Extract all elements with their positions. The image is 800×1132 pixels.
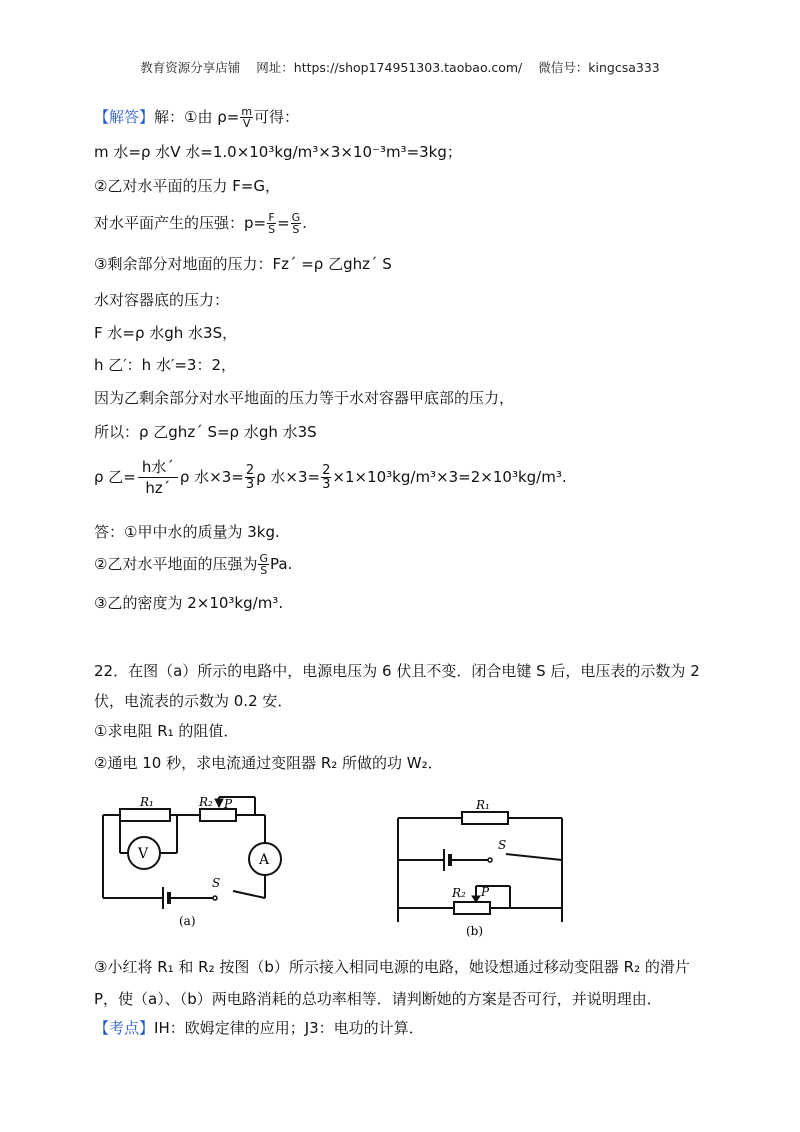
svg-text:A: A xyxy=(259,852,270,868)
svg-text:V: V xyxy=(138,846,149,862)
page-header xyxy=(0,58,800,76)
solution-tag: 【解答】 xyxy=(94,108,155,126)
solution-line-11: ρ 乙= h水´ hz´ ρ 水×3= $\frac{2}{3}$ ρ 水×3= $\frac{2}{3}$ ×1×10³kg/m³×3=2×10³kg/m³. xyxy=(94,458,567,497)
circuit-figure-a xyxy=(95,795,305,930)
header-url: 网址：https://shop174951303.taobao.com/ xyxy=(256,60,523,75)
svg-text:R₂: R₂ xyxy=(452,886,466,900)
svg-text:P: P xyxy=(224,797,233,811)
solution-line-9: 因为乙剩余部分对水平地面的压力等于水对容器甲底部的压力， xyxy=(94,389,515,407)
header-wechat: 微信号：kingcsa333 xyxy=(538,60,660,75)
svg-text:S: S xyxy=(212,876,221,890)
solution-line-6: 水对容器底的压力： xyxy=(94,291,230,309)
circuit-figure-b xyxy=(390,800,575,940)
solution-line-2: m 水=ρ 水V 水=1.0×10³kg/m³×3×10⁻³m³=3kg； xyxy=(94,143,462,161)
answer-1: 答：①甲中水的质量为 3kg. xyxy=(94,523,280,541)
svg-text:(b): (b) xyxy=(466,924,484,938)
svg-text:S: S xyxy=(498,838,507,852)
question-1: ①求电阻 R₁ 的阻值． xyxy=(94,722,239,740)
solution-line-10: 所以：ρ 乙ghz´ S=ρ 水gh 水3S xyxy=(94,423,317,441)
svg-text:R₂: R₂ xyxy=(199,795,213,809)
svg-text:P: P xyxy=(481,885,490,899)
solution-line-4: 对水平面产生的压强：p= $\frac{F}{S}$ = $\frac{G}{S}$ . xyxy=(94,211,307,236)
knowledge-points: 【考点】IH：欧姆定律的应用；J3：电功的计算． xyxy=(94,1019,424,1037)
solution-line-1: 【解答】解：①由 ρ= $\frac{m}{V}$ 可得： xyxy=(94,105,300,130)
density-fraction: $\frac{m}{V}$ xyxy=(241,105,253,130)
problem-22-text: 22．在图（a）所示的电路中，电源电压为 6 伏且不变．闭合电键 S 后，电压表的示数为 2 伏，电流表的示数为 0.2 安． xyxy=(94,662,700,710)
question-2: ②通电 10 秒，求电流通过变阻器 R₂ 所做的功 W₂． xyxy=(94,754,443,772)
header-shop: 教育资源分享店铺 xyxy=(140,60,241,75)
solution-line-5: ③剩余部分对地面的压力：Fz´ =ρ 乙ghz´ S xyxy=(94,255,392,273)
question-3: ③小红将 R₁ 和 R₂ 按图（b）所示接入相同电源的电路，她设想通过移动变阻器 R₂ 的滑片 P，使（a）、（b）两电路消耗的总功率相等．请判断她的方案是否可行，并说明理由． xyxy=(94,958,690,1008)
answer-3: ③乙的密度为 2×10³kg/m³. xyxy=(94,594,284,612)
solution-line-3: ②乙对水平面的压力 F=G， xyxy=(94,177,281,195)
solution-line-7: F 水=ρ 水gh 水3S， xyxy=(94,324,238,342)
solution-line-8: h 乙′：h 水′=3：2， xyxy=(94,356,237,374)
svg-text:R₁: R₁ xyxy=(476,800,490,812)
svg-text:(a): (a) xyxy=(179,914,196,928)
answer-2: ②乙对水平地面的压强为 $\frac{G}{S}$ Pa. xyxy=(94,552,293,577)
svg-text:R₁: R₁ xyxy=(140,795,154,809)
knowledge-tag: 【考点】 xyxy=(94,1019,155,1037)
